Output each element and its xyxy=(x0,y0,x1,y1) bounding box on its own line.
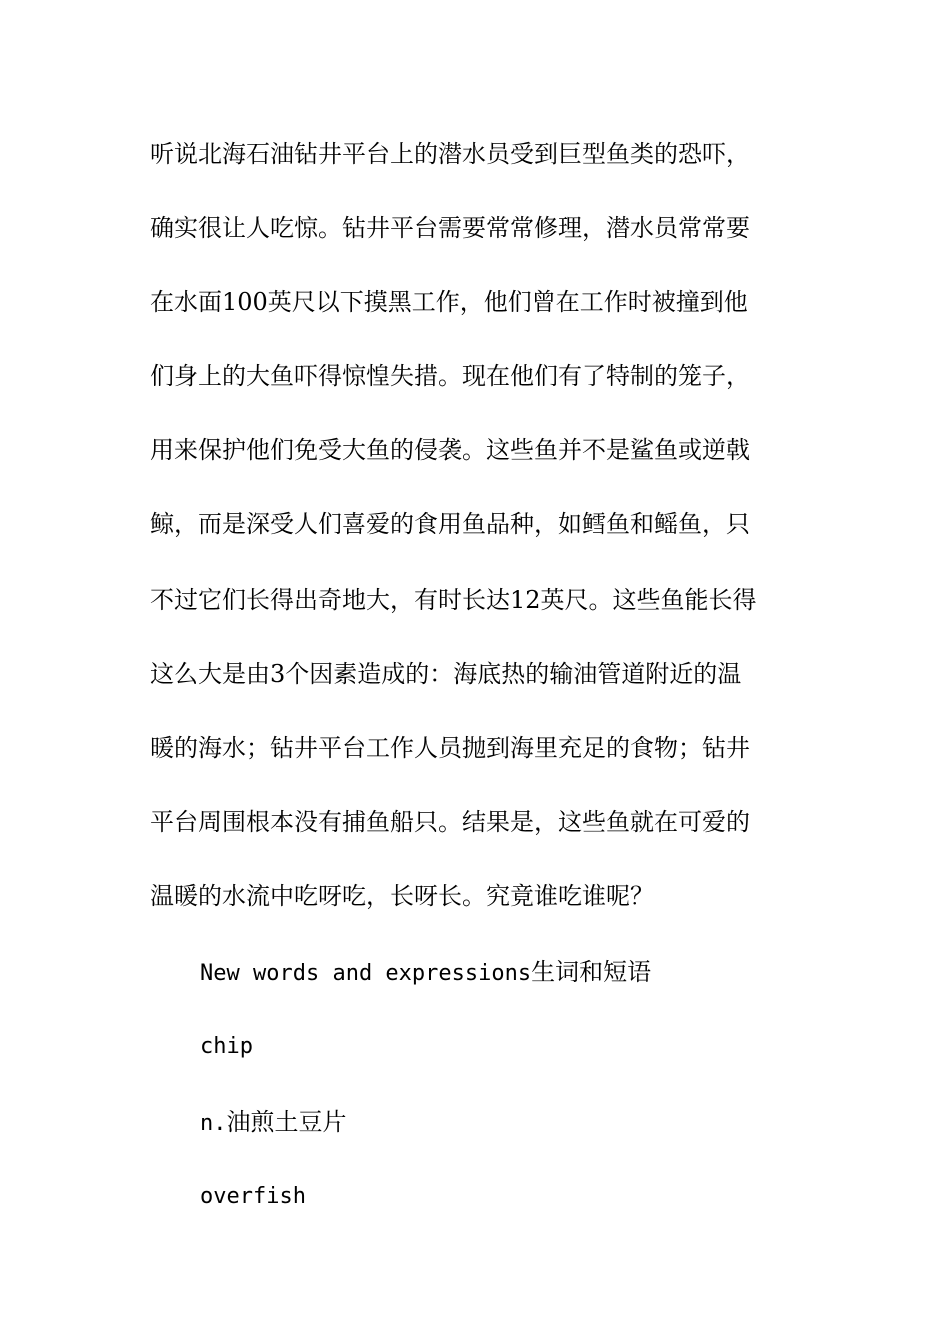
vocabulary-heading-en: New words and expressions xyxy=(200,961,532,986)
vocabulary-heading xyxy=(200,956,800,990)
passage-line: 鲸，而是深受人们喜爱的食用鱼品种，如鳕鱼和鳐鱼，只 xyxy=(150,510,750,538)
passage-line: 确实很让人吃惊。钻井平台需要常常修理，潜水员常常要 xyxy=(150,214,750,242)
passage-line: 不过它们长得出奇地大，有时长达12英尺。这些鱼能长得 xyxy=(150,586,757,614)
passage-line: 在水面100英尺以下摸黑工作，他们曾在工作时被撞到他 xyxy=(150,288,748,316)
passage-line: 平台周围根本没有捕鱼船只。结果是，这些鱼就在可爱的 xyxy=(150,808,750,836)
vocab-meaning: 油煎土豆片 xyxy=(226,1108,347,1136)
passage-line: 暖的海水；钻井平台工作人员抛到海里充足的食物；钻井 xyxy=(150,734,750,762)
vocab-word: chip xyxy=(200,1034,253,1059)
passage-line: 用来保护他们免受大鱼的侵袭。这些鱼并不是鲨鱼或逆戟 xyxy=(150,436,750,464)
vocab-word: overfish xyxy=(200,1184,306,1209)
vocab-definition xyxy=(200,1106,800,1140)
passage-line: 们身上的大鱼吓得惊惶失措。现在他们有了特制的笼子， xyxy=(150,362,750,390)
vocabulary-heading-zh: 生词和短语 xyxy=(531,958,652,986)
passage-line: 温暖的水流中吃呀吃，长呀长。究竟谁吃谁呢？ xyxy=(150,882,654,910)
passage-line: 这么大是由3个因素造成的：海底热的输油管道附近的温 xyxy=(150,660,742,688)
passage-line: 听说北海石油钻井平台上的潜水员受到巨型鱼类的恐吓， xyxy=(150,140,750,168)
vocab-part-of-speech: n. xyxy=(200,1111,227,1136)
